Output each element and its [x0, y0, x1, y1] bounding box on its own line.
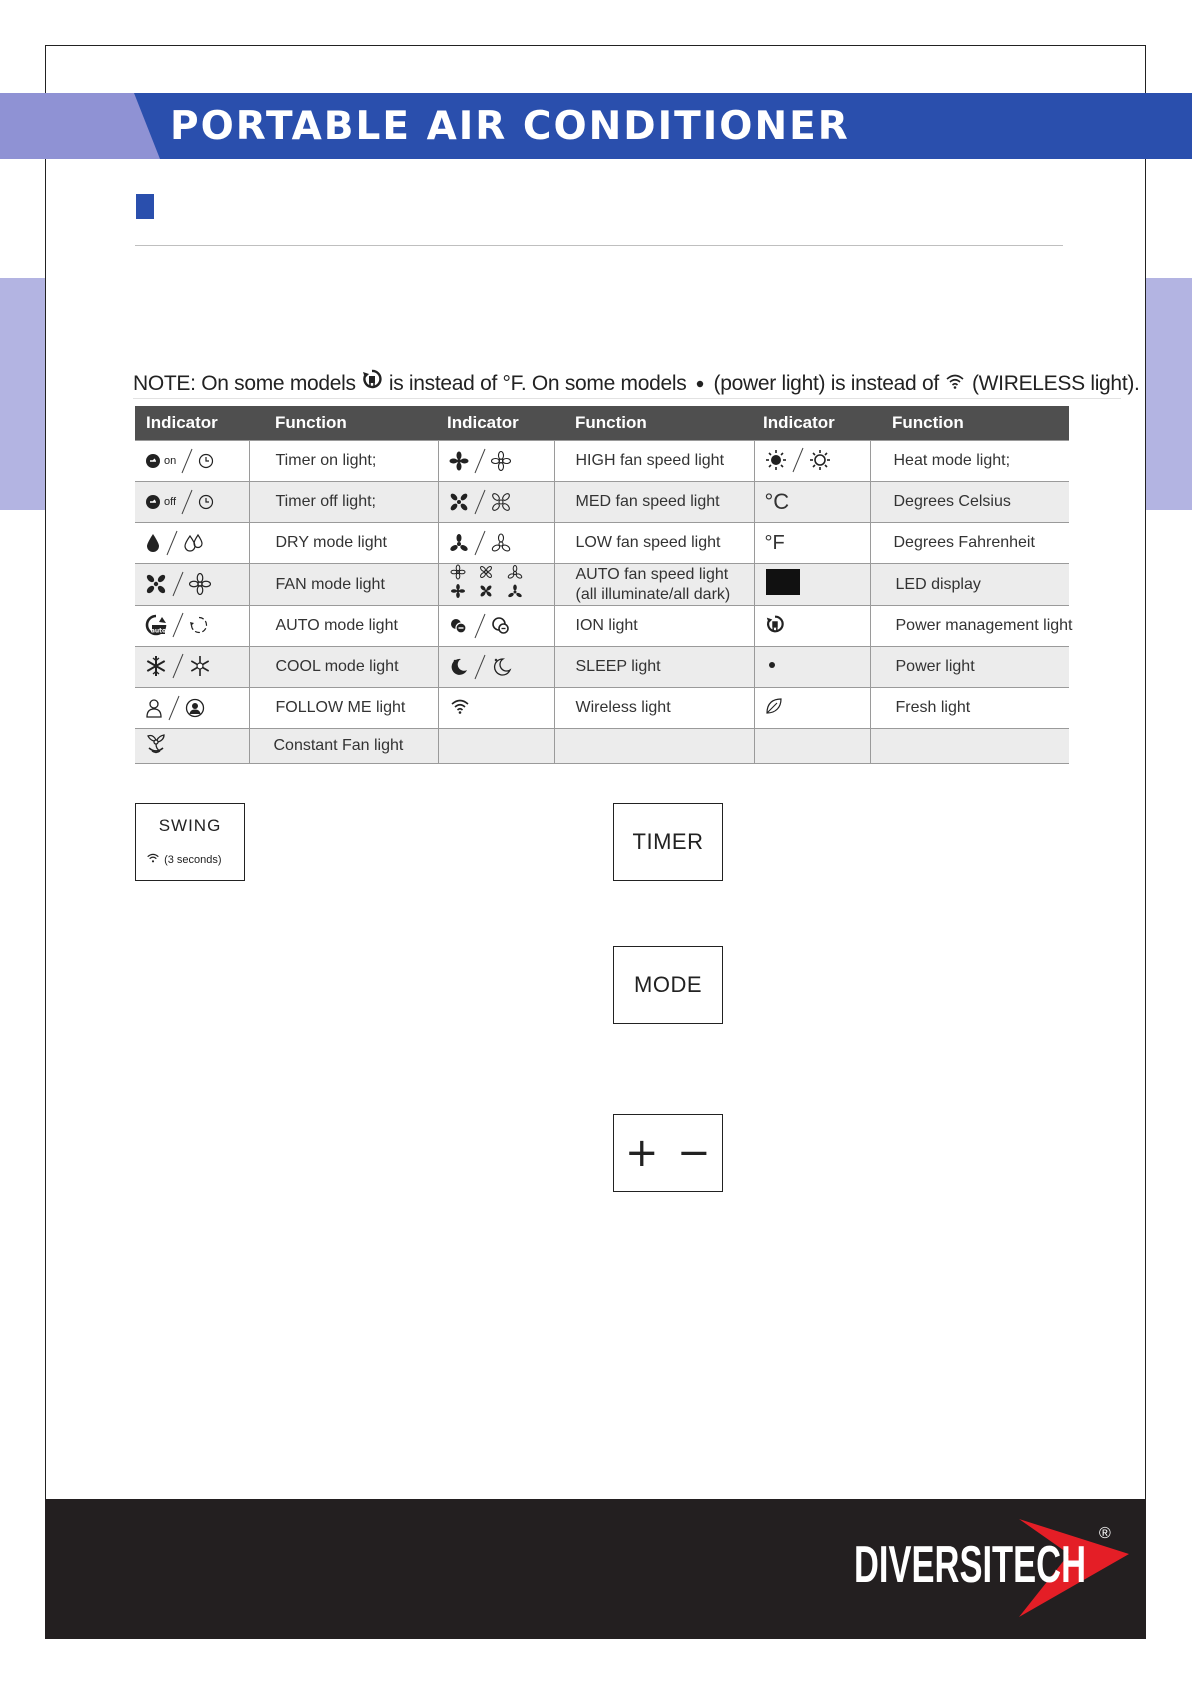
fahrenheit-icon: °F	[764, 531, 785, 554]
indicator-cell	[438, 441, 554, 482]
header-indicator-2: Indicator	[438, 406, 554, 441]
indicator-cell	[438, 523, 554, 564]
indicator-cell	[135, 441, 249, 482]
function-cell	[554, 564, 754, 606]
timer-off-icon: off	[145, 488, 214, 516]
auto-mode-icon	[145, 611, 209, 639]
function-cell: Constant Fan light	[249, 729, 438, 764]
indicator-cell	[135, 729, 249, 764]
indicator-cell	[135, 482, 249, 523]
function-cell: SLEEP light	[554, 647, 754, 688]
header-function-1: Function	[249, 406, 438, 441]
svg-text:DIVERSITECH: DIVERSITECH	[854, 1536, 1086, 1594]
note-divider	[133, 398, 1121, 399]
fresh-leaf-icon	[765, 697, 783, 715]
indicator-cell	[135, 564, 249, 606]
indicator-cell	[438, 564, 554, 606]
function-cell: LED display	[870, 564, 1069, 606]
plus-minus-label	[614, 1115, 722, 1191]
indicator-cell	[135, 688, 249, 729]
table-row	[135, 647, 1069, 688]
function-cell: HIGH fan speed light	[554, 441, 754, 482]
mode-button[interactable]	[613, 946, 723, 1024]
indicator-cell	[754, 688, 870, 729]
section-divider	[135, 245, 1063, 246]
ion-icon	[449, 612, 511, 640]
table-row	[135, 688, 1069, 729]
indicator-cell	[438, 482, 554, 523]
swing-button[interactable]	[135, 803, 245, 881]
function-cell: Degrees Fahrenheit	[870, 523, 1069, 564]
note-part-2: is instead of °F. On some models	[388, 372, 687, 395]
fan-med-icon	[449, 488, 511, 516]
indicator-cell	[754, 441, 870, 482]
brand-logo	[809, 1514, 1129, 1624]
indicator-cell	[135, 606, 249, 647]
swing-button-sublabel	[145, 852, 222, 866]
note-part-3: (power light) is instead of	[713, 372, 939, 395]
function-cell: MED fan speed light	[554, 482, 754, 523]
indicator-cell	[438, 606, 554, 647]
svg-text:auto: auto	[150, 627, 167, 635]
minus-button[interactable]: −	[677, 1130, 712, 1176]
indicator-cell	[754, 647, 870, 688]
section-marker	[136, 194, 154, 219]
function-cell: DRY mode light	[249, 523, 438, 564]
header-band	[0, 93, 1192, 159]
table-row	[135, 523, 1069, 564]
cool-mode-icon	[145, 652, 211, 680]
indicator-cell	[754, 564, 870, 606]
power-dot-icon	[765, 658, 779, 672]
side-tab-right	[1146, 278, 1192, 510]
indicator-cell	[135, 523, 249, 564]
note-text	[133, 368, 1140, 396]
indicator-cell	[438, 647, 554, 688]
table-row	[135, 564, 1069, 606]
svg-text:®: ®	[1099, 1525, 1111, 1542]
heat-mode-icon	[765, 446, 831, 474]
function-cell: AUTO mode light	[249, 606, 438, 647]
page-title: PORTABLE AIR CONDITIONER	[170, 104, 850, 149]
plus-button[interactable]: +	[624, 1130, 659, 1176]
plus-minus-buttons[interactable]	[613, 1114, 723, 1192]
function-cell: Heat mode light;	[870, 441, 1069, 482]
header-indicator-1: Indicator	[135, 406, 249, 441]
table-row	[135, 441, 1069, 482]
table-row	[135, 606, 1069, 647]
wireless-icon	[145, 852, 161, 864]
function-cell: Degrees Celsius	[870, 482, 1069, 523]
wireless-icon	[449, 697, 471, 715]
function-cell: Power management light	[870, 606, 1069, 647]
swing-button-label: SWING	[158, 816, 222, 835]
indicator-cell	[754, 482, 870, 523]
function-cell: Wireless light	[554, 688, 754, 729]
indicator-cell	[135, 647, 249, 688]
empty-cell	[754, 729, 870, 764]
function-cell: Timer on light;	[249, 441, 438, 482]
table-row	[135, 482, 1069, 523]
fan-high-icon	[449, 447, 511, 475]
function-cell: Fresh light	[870, 688, 1069, 729]
celsius-icon: °C	[764, 489, 790, 514]
indicator-cell	[438, 688, 554, 729]
note-part-4: (WIRELESS light).	[971, 372, 1140, 395]
follow-me-icon	[145, 694, 205, 722]
function-cell: LOW fan speed light	[554, 523, 754, 564]
indicator-cell	[754, 606, 870, 647]
timer-on-icon: on	[145, 447, 214, 475]
led-display-icon	[765, 568, 801, 596]
function-cell: FAN mode light	[249, 564, 438, 606]
power-dot-icon	[692, 374, 708, 390]
function-cell: COOL mode light	[249, 647, 438, 688]
indicator-table	[135, 406, 1073, 764]
function-cell: Power light	[870, 647, 1069, 688]
power-management-icon	[765, 614, 785, 634]
mode-button-label: MODE	[634, 972, 702, 997]
header-indicator-3: Indicator	[754, 406, 870, 441]
wireless-icon	[944, 372, 966, 390]
function-cell: ION light	[554, 606, 754, 647]
empty-cell	[438, 729, 554, 764]
table-header-row	[135, 406, 1069, 441]
side-tab-left	[0, 278, 45, 510]
timer-button-label: TIMER	[632, 829, 704, 854]
note-part-1: NOTE: On some models	[133, 372, 356, 395]
empty-cell	[554, 729, 754, 764]
function-cell: Timer off light;	[249, 482, 438, 523]
sleep-icon	[449, 653, 513, 681]
auto-fan-function: AUTO fan speed light	[575, 565, 729, 583]
fan-mode-icon	[145, 570, 211, 598]
header-function-2: Function	[554, 406, 754, 441]
constant-fan-icon	[145, 733, 167, 755]
header-function-3: Function	[870, 406, 1069, 441]
swing-hold-duration: (3 seconds)	[164, 854, 222, 866]
function-cell: FOLLOW ME light	[249, 688, 438, 729]
table-row	[135, 729, 1069, 764]
auto-fan-function-note: (all illuminate/all dark)	[575, 585, 731, 603]
dry-mode-icon	[145, 529, 205, 557]
indicator-cell	[754, 523, 870, 564]
empty-cell	[870, 729, 1069, 764]
power-management-icon	[361, 368, 383, 390]
timer-button[interactable]	[613, 803, 723, 881]
fan-auto-icon	[449, 564, 529, 600]
fan-low-icon	[449, 529, 511, 557]
